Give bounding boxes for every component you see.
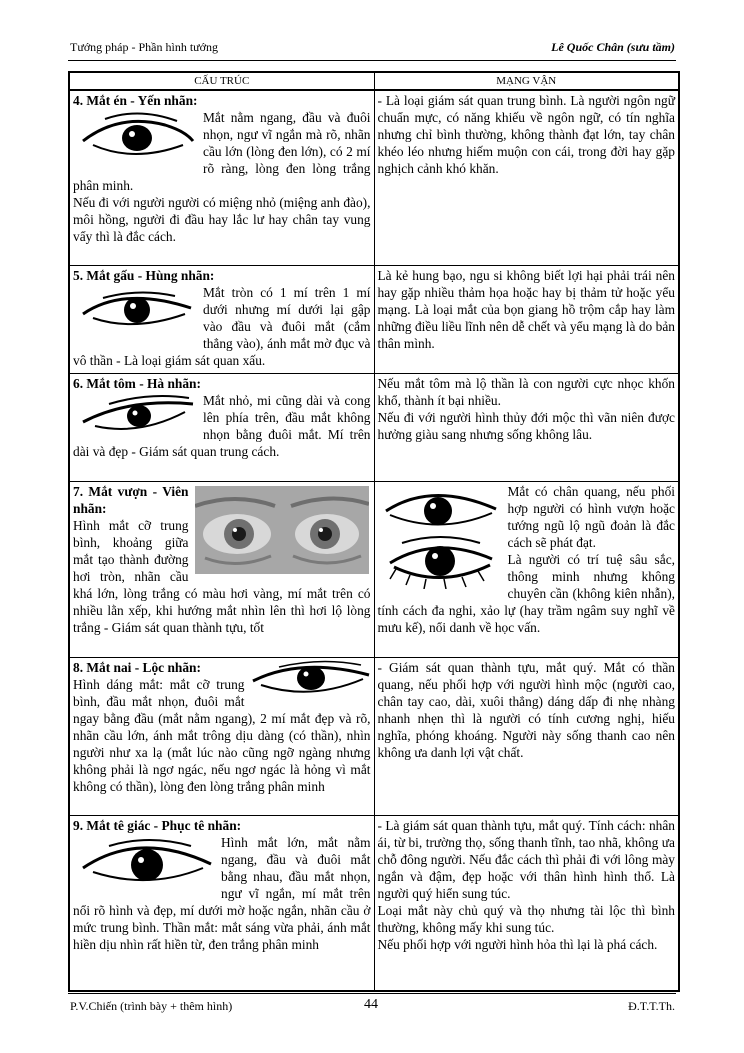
fate-text-2: Nếu đi với người hình thủy đới mộc thì vãn niên được hưởng giàu sang nhưng sống không lâu. (377, 409, 675, 442)
row-title: 7. Mắt vượn - Viên nhãn: (73, 483, 189, 516)
structure-cell (69, 481, 374, 657)
header-divider (68, 60, 676, 61)
fate-cell (374, 90, 679, 265)
table-row (69, 815, 679, 991)
eye-types-table (68, 71, 680, 992)
structure-text: Hình mắt cỡ trung bình, khoảng giữa mắt tạo thành đường hơi tròn, nhãn cầu khá lớn, lòng trắng có màu hơi vàng, mí mắt trên có nhiều lằn xếp, khi hướng mắt nhìn lên thì hơi lộ lòng trắng - Giám sát quan thành tựu, tốt (73, 517, 371, 635)
footer-right: Đ.T.T.Th. (628, 999, 675, 1013)
fate-cell (374, 481, 679, 657)
col-structure-header: CẤU TRÚC (69, 72, 374, 90)
row-title: 4. Mắt én - Yến nhãn: (73, 93, 198, 108)
fate-text: - Là giám sát quan thành tựu, mắt quý. Tính cách: nhân ái, từ bi, trường thọ, sống thanh tĩnh, tao nhã, không ưa chỗ đông người. Nếu đắc cách thì phải đi với lông mày ngắn và đậm, đẹp hoặc với thân hình hình thổ. Là người quý hiển sung túc. (377, 817, 675, 901)
structure-text: Hình dáng mắt: mắt cỡ trung bình, đầu mắt nhọn, đuôi mắt ngay bằng đầu (mắt nằm ngang), 2 mí mắt đẹp và rõ, nhãn cầu lớn, ánh mắt trông dịu dàng (có thần), nhìn người như xa lạ (mắt lúc nào cũng ngỡ ngàng nhưng không phải là ngơ ngác, nếu ngơ ngác là hỏng vì mắt không có thần), lòng đen lòng trắng phân minh (73, 676, 371, 794)
fate-text-2: Loại mắt này chủ quý và thọ nhưng tài lộc thì bình thường, không mấy khi sung túc. (377, 902, 675, 935)
table-row (69, 481, 679, 657)
structure-cell (69, 815, 374, 991)
fate-text: Nếu mắt tôm mà lộ thần là con người cực nhọc khốn khổ, thành ít bại nhiều. (377, 375, 675, 408)
footer-left: P.V.Chiến (trình bày + thêm hình) (70, 999, 233, 1013)
structure-text: Mắt nhỏ, mi cũng dài và cong lên phía trên, đầu mắt không nhọn bằng đuôi mắt. Mí trên dài và đẹp - Giám sát quan trung cách. (73, 392, 371, 459)
footer-divider (68, 993, 676, 994)
eye-bear-icon (79, 286, 197, 336)
fate-text: Là kẻ hung bạo, ngu si không biết lợi hại phải trái nên hay gặp nhiều thảm họa hoặc hay bị thảm tử hoặc yểu mạng. Là loại mắt của bọn giang hồ trộm cắp hay làm những điều liều lĩnh nên dễ chết và yểu mạng là do bản thân mình. (377, 267, 675, 351)
table-row (69, 90, 679, 265)
structure-text: Mắt tròn có 1 mí trên 1 mí dưới nhưng mí dưới lại gập vào đầu và đuôi mắt (cắm thẳng vào), ánh mắt mờ đục và vô thần - Là loại giám sát quan xấu. (73, 284, 371, 368)
table-header-row (69, 72, 679, 90)
page-number: 44 (364, 997, 378, 1012)
fate-cell (374, 657, 679, 815)
fate-text: - Là loại giám sát quan trung bình. Là người ngôn ngữ chuẩn mực, có năng khiếu về ngôn ngữ, có tín nghĩa nhưng chỉ bình thường, không thành đạt lớn, tay chân khéo léo nhưng hiếm muộn con cái, trong đời hay gặp nghịch cảnh khó khăn. (377, 93, 675, 176)
fate-cell (374, 373, 679, 481)
col-fate-header: MẠNG VẬN (374, 72, 679, 90)
fate-text-2: Là người có trí tuệ sâu sắc, thông minh nhưng không chuyên cần (không kiên nhẫn), tính cách đa nghi, xảo lự (hay trầm ngâm suy nghĩ về mưu kế), nổi danh về học vấn. (377, 551, 675, 635)
eye-rhino-icon (79, 836, 215, 892)
fate-text: - Giám sát quan thành tựu, mắt quý. Mắt có thần quang, nếu phối hợp với người hình mộc (người cao, chân tay cao, dài, xuôi thẳng) dáng dấp đi nhẹ nhàng nhanh nhẹn thì là người có tính cương nghị, hiếu nghĩa, phóng khoáng. Người này sống thanh cao nên không ưa danh lợi vật chất. (377, 659, 675, 760)
header-right: Lê Quốc Chân (sưu tầm) (551, 40, 675, 54)
structure-cell (69, 657, 374, 815)
row-title: 8. Mắt nai - Lộc nhãn: (73, 659, 201, 675)
eye-shrimp-icon (79, 394, 197, 440)
eye-swallow-icon (79, 111, 197, 163)
eye-deer-icon (251, 659, 371, 699)
table-row (69, 373, 679, 481)
structure-cell (69, 265, 374, 373)
structure-text: Hình mắt lớn, mắt nằm ngang, đầu và đuôi mắt bằng nhau, đầu mắt nhọn, ngư vĩ ngắn, mí mắt trên nổi rõ hình và đẹp, mí dưới mờ hoặc ngắn, nhãn cầu ở mức trung bình. Thần mắt: mắt sáng vừa phải, ánh mắt hiền dịu nhìn rất hiền từ, đen trắng phân minh (73, 834, 371, 952)
row-title: 6. Mắt tôm - Hà nhãn: (73, 375, 201, 391)
fate-text: Mắt có chân quang, nếu phối hợp người có hình vượn hoặc tướng ngũ lộ ngũ đoản là đắc cách sẽ phát đạt. (507, 483, 675, 550)
eye-monkey-photo (195, 486, 369, 574)
structure-cell (69, 90, 374, 265)
fate-text-3: Nếu phối hợp với người hình hỏa thì lại là phá cách. (377, 936, 658, 952)
eye-monkey-drawing-icon (382, 485, 500, 589)
structure-text: Mắt nằm ngang, đầu và đuôi nhọn, ngư vĩ ngắn mà rõ, nhãn cầu lớn (lòng đen lớn), có 2 mí rõ ràng, lòng đen lòng trắng phân minh. (73, 110, 371, 193)
fate-cell (374, 265, 679, 373)
row-title: 9. Mắt tê giác - Phục tê nhãn: (73, 817, 242, 833)
header-left: Tướng pháp - Phần hình tướng (70, 40, 219, 54)
structure-text-2: Nếu đi với người người có miệng nhỏ (miệng anh đào), môi hồng, người đi đầu hay lắc lư hay chân tay vung vẩy thì là đắc cách. (73, 195, 371, 244)
structure-cell (69, 373, 374, 481)
table-row (69, 265, 679, 373)
row-title: 5. Mắt gấu - Hùng nhãn: (73, 267, 215, 283)
table-row (69, 657, 679, 815)
fate-cell (374, 815, 679, 991)
